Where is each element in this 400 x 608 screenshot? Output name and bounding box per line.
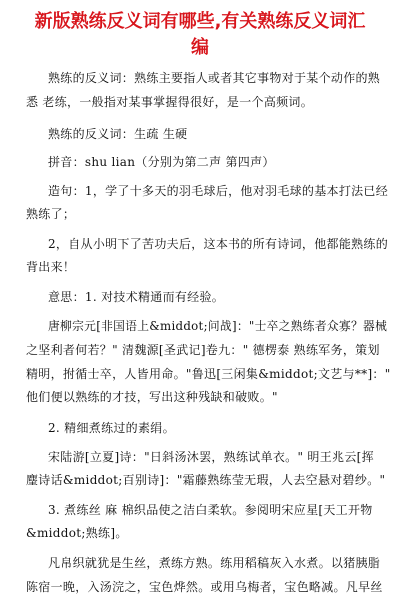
paragraph-line: 熟练的反义词：熟练主要指人或者其它事物对于某个动作的熟 — [48, 71, 381, 85]
paragraph-line: 之坚利者何若？" 清魏源[圣武记]卷九：" 德楞泰 熟练军务，策划 — [26, 343, 380, 357]
paragraph-line: 陈宿一晚，入汤浣之，宝色烨然。或用乌梅者，宝色略减。凡早丝 — [26, 580, 383, 594]
paragraph-line: 意思：1. 对技术精通而有经验。 — [48, 290, 225, 304]
paragraph-line: 熟练的反义词：生疏 生硬 — [48, 127, 188, 141]
paragraph-line: 熟练了； — [26, 207, 76, 221]
paragraph-line: 悉 老练，一般指对某事掌握得很好，是一个高频词。 — [26, 95, 314, 109]
paragraph-line: 2. 精细煮练过的素绢。 — [48, 421, 175, 435]
paragraph-line: 造句：1，学了十多天的羽毛球后，他对羽毛球的基本打法已经 — [48, 184, 389, 198]
paragraph-line: 2，自从小明下了苦功夫后，这本书的所有诗词，他都能熟练的 — [48, 237, 389, 251]
paragraph-line: 他们便以熟练的才技，写出这种残缺和破败。" — [26, 390, 278, 404]
paragraph-line: 背出来！ — [26, 260, 76, 274]
paragraph-line: 3. 煮练丝 麻 棉织品使之洁白柔软。参阅明宋应星[天工开物 — [48, 503, 373, 517]
paragraph-line: 宋陆游[立夏]诗："日斜汤沐罢，熟练试单衣。" 明王兆云[挥 — [48, 450, 374, 464]
paragraph-line: 唐柳宗元[非国语上&middot;问战]："士卒之熟练者众寡？器械 — [48, 319, 388, 333]
paragraph-line: 麈诗话&middot;百别诗]："霜藤熟练莹无瑕，人去空悬对碧纱。" — [26, 473, 386, 487]
paragraph-line: 拼音：shu lian（分别为第二声 第四声） — [48, 155, 275, 169]
page-title-continued: 编 — [191, 37, 209, 58]
paragraph-line: 凡帛织就犹是生丝，煮练方熟。练用稻稿灰入水煮。以猪胰脂 — [48, 556, 381, 570]
page-title: 新版熟练反义词有哪些,有关熟练反义词汇 — [34, 11, 366, 32]
paragraph-line: 精明，拊循士卒，人皆用命。"鲁迅[三闲集&middot;文艺与**]：" — [26, 367, 391, 381]
paragraph-line: &middot;熟练]。 — [26, 526, 128, 540]
